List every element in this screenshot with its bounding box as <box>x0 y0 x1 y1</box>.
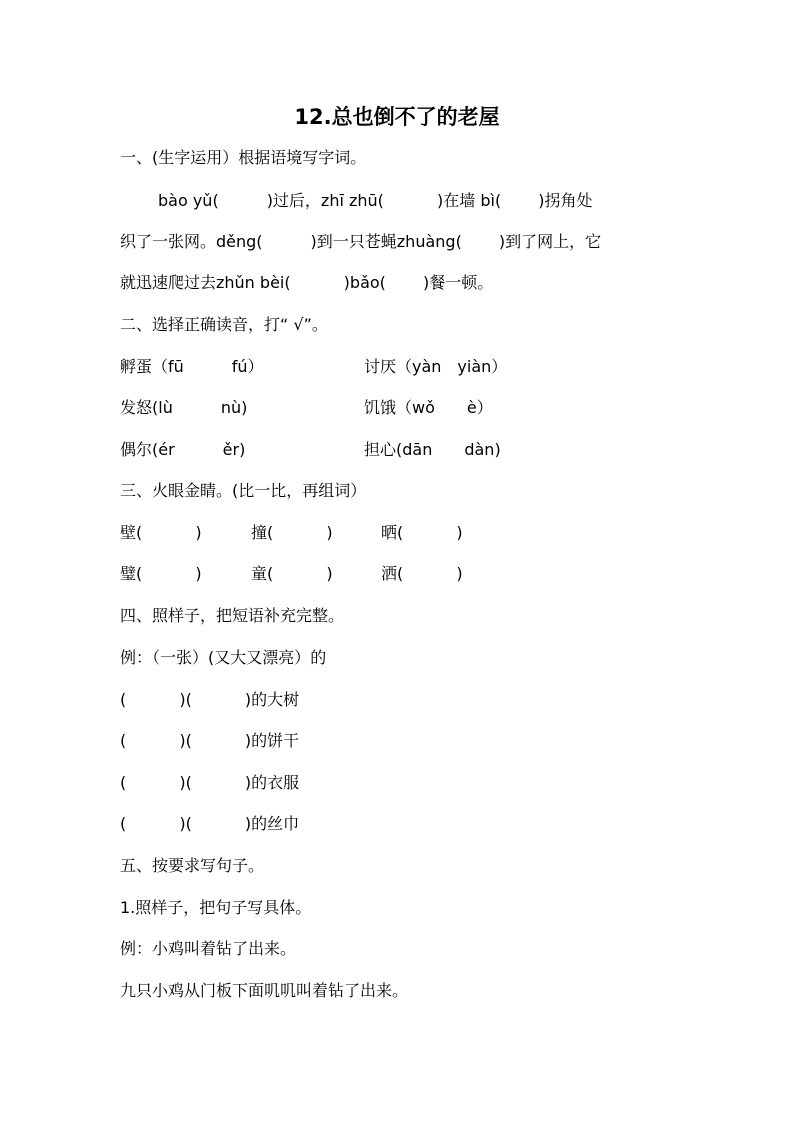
char-blank: 洒( ) <box>381 564 463 583</box>
option-right: 饥饿（wǒ è） <box>364 398 493 417</box>
option-left: 发怒(lù nù) <box>120 398 248 417</box>
section-5-sentence: 九只小鸡从门板下面叽叽叫着钻了出来。 <box>120 981 409 1000</box>
section-4-example: 例：（一张）(又大又漂亮）的 <box>120 648 327 667</box>
section-5-heading: 五、按要求写句子。 <box>120 856 265 875</box>
option-right: 讨厌（yàn yiàn） <box>364 357 508 376</box>
section-4-item-4: ( )( )的丝巾 <box>120 814 300 833</box>
section-2-row-2 <box>120 397 680 419</box>
section-4-heading: 四、照样子，把短语补充完整。 <box>120 606 345 625</box>
section-5-question-1: 1.照样子，把句子写具体。 <box>120 898 312 917</box>
char-blank: 童( ) <box>251 564 333 583</box>
section-2-heading: 二、选择正确读音，打“ √”。 <box>120 315 328 334</box>
section-2-row-3 <box>120 439 680 461</box>
option-right: 担心(dān dàn) <box>364 440 501 459</box>
char-blank: 璧( ) <box>120 564 202 583</box>
section-1-line-1: bào yǔ( )过后，zhī zhū( )在墙 bì( )拐角处 <box>158 191 593 210</box>
section-3-heading: 三、火眼金睛。(比一比，再组词） <box>120 481 367 500</box>
char-blank: 晒( ) <box>381 523 463 542</box>
section-2-row-1 <box>120 356 680 378</box>
section-4-item-1: ( )( )的大树 <box>120 690 300 709</box>
option-left: 偶尔(ér ěr) <box>120 440 246 459</box>
section-4-item-3: ( )( )的衣服 <box>120 773 300 792</box>
section-3-row-2 <box>120 563 680 585</box>
section-1-heading: 一、(生字运用）根据语境写字词。 <box>120 148 367 167</box>
section-5-example: 例：小鸡叫着钻了出来。 <box>120 939 297 958</box>
char-blank: 壁( ) <box>120 523 202 542</box>
section-3-row-1 <box>120 522 680 544</box>
option-left: 孵蛋（fū fú） <box>120 357 264 376</box>
section-1-line-2: 织了一张网。děng( )到一只苍蝇zhuàng( )到了网上，它 <box>120 232 602 251</box>
char-blank: 撞( ) <box>251 523 333 542</box>
section-4-item-2: ( )( )的饼干 <box>120 731 300 750</box>
section-1-line-3: 就迅速爬过去zhǔn bèi( )bǎo( )餐一顿。 <box>120 273 494 292</box>
page-title: 12.总也倒不了的老屋 <box>294 105 500 129</box>
